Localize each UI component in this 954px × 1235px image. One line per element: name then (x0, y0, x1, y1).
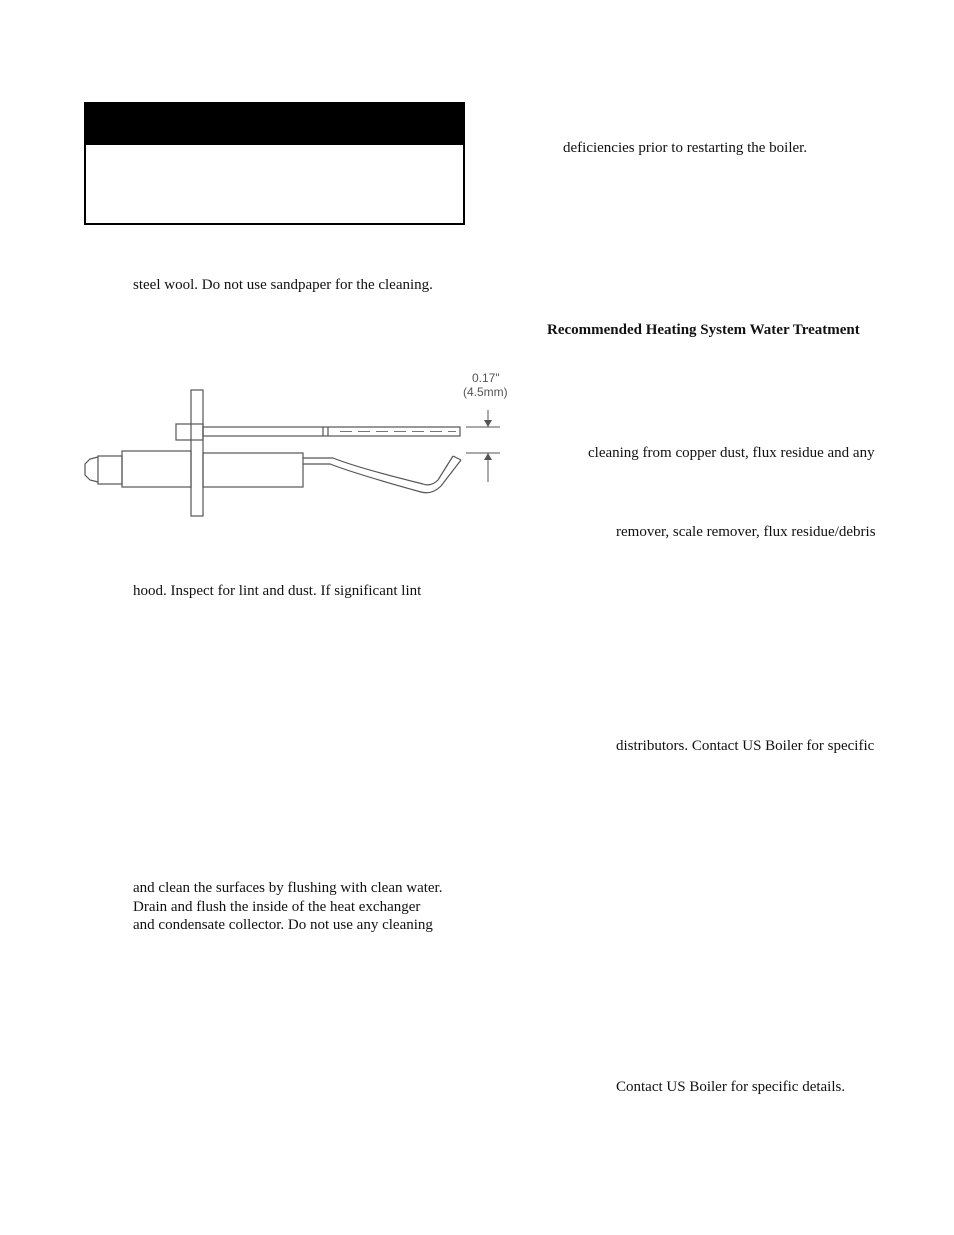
text-deficiencies: deficiencies prior to restarting the boiler. (563, 140, 808, 156)
text-contact-us-boiler: Contact US Boiler for specific details. (616, 1079, 846, 1095)
ceramic-body (203, 453, 303, 487)
connector-nose (85, 457, 98, 482)
text-hood-inspect: hood. Inspect for lint and dust. If significant lint (133, 583, 422, 599)
upper-rod-fitting (176, 424, 203, 440)
lower-electrode (303, 456, 453, 485)
text-distributors: distributors. Contact US Boiler for specific (616, 738, 875, 754)
warning-box (84, 102, 465, 225)
text-drain-flush: Drain and flush the inside of the heat exchanger (133, 899, 421, 915)
connector-body (98, 456, 122, 484)
igniter-electrode-diagram (78, 360, 518, 520)
text-clean-surfaces: and clean the surfaces by flushing with clean water. (133, 880, 443, 896)
dimension-mm: (4.5mm) (463, 385, 508, 399)
text-condensate: and condensate collector. Do not use any cleaning (133, 917, 433, 933)
dimension-inches: 0.17" (472, 371, 500, 385)
text-copper-dust: cleaning from copper dust, flux residue and any (588, 445, 875, 461)
text-steel-wool: steel wool. Do not use sandpaper for the cleaning. (133, 277, 433, 293)
heading-water-treatment: Recommended Heating System Water Treatment (547, 322, 860, 338)
mounting-flange (191, 390, 203, 516)
igniter-base (122, 451, 191, 487)
text-remover: remover, scale remover, flux residue/debris (616, 524, 876, 540)
warning-box-header (86, 104, 463, 145)
